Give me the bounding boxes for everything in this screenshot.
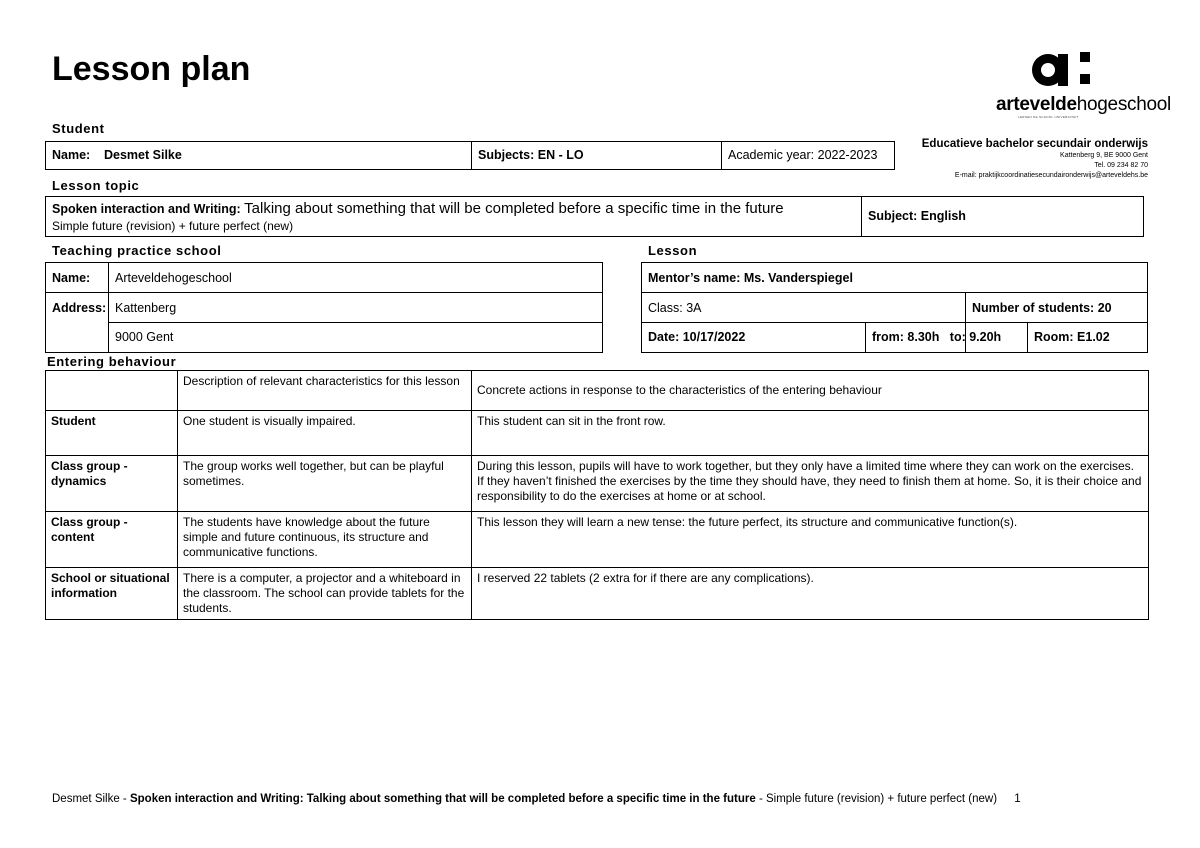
table-row (46, 456, 1149, 512)
row-label: Class group - dynamics (46, 456, 178, 512)
lesson-time: from: 8.30h to: 9.20h (872, 330, 1002, 344)
institution-address: Kattenberg 9, BE 9000 Gent (1060, 152, 1148, 159)
section-entering-behaviour: Entering behaviour (47, 354, 177, 369)
section-teaching-school: Teaching practice school (52, 243, 222, 258)
row-action: This lesson they will learn a new tense: the future perfect, its structure and communicative function(s). (472, 512, 1149, 568)
row-description: One student is visually impaired. (178, 411, 472, 456)
page-footer (52, 793, 1021, 805)
row-label: Class group - content (46, 512, 178, 568)
row-label: School or situational information (46, 568, 178, 620)
table-header-cell: Description of relevant characteristics for this lesson (178, 371, 472, 411)
lesson-topic-grammar: Simple future (revision) + future perfect (new) (52, 219, 294, 233)
institution-email: E-mail: praktijkcoordinatiesecundaironderwijs@arteveldehs.be (954, 172, 1148, 179)
lesson-room: Room: E1.02 (1034, 330, 1110, 344)
mentor-name: Mentor’s name: Ms. Vanderspiegel (648, 270, 853, 285)
lesson-topic-type: Spoken interaction and Writing: (52, 202, 241, 216)
page-title: Lesson plan (52, 50, 251, 88)
table-header-cell (46, 371, 178, 411)
school-name-label: Name: (52, 270, 91, 285)
institution-name: Educatieve bachelor secundair onderwijs (921, 138, 1148, 150)
student-box (45, 141, 895, 170)
number-of-students: Number of students: 20 (972, 300, 1112, 315)
section-lesson-topic: Lesson topic (52, 178, 140, 193)
row-action: I reserved 22 tablets (2 extra for if there are any complications). (472, 568, 1149, 620)
logo-mark-icon (996, 46, 1146, 92)
table-row (46, 411, 1149, 456)
lesson-subject: Subject: English (868, 209, 966, 223)
footer-author: Desmet Silke - (52, 793, 127, 805)
lesson-topic-box (45, 196, 1144, 237)
school-address-line2: 9000 Gent (115, 330, 174, 344)
school-address-label: Address: (52, 300, 107, 315)
table-header-row (46, 371, 1149, 411)
row-description: The students have knowledge about the future simple and future continuous, its structure and communicative functions. (178, 512, 472, 568)
school-name-value: Arteveldehogeschool (115, 270, 232, 285)
lesson-class: Class: 3A (648, 300, 702, 315)
lesson-box (641, 262, 1148, 353)
section-lesson: Lesson (648, 243, 698, 258)
page-number: 1 (1014, 793, 1021, 805)
academic-year: Academic year: 2022-2023 (728, 148, 878, 162)
logo-tagline: LERNEN DE SCHOOL UNIVERSITEIT (1018, 115, 1079, 119)
logo-wordmark: arteveldehogeschool (996, 94, 1171, 115)
section-student: Student (52, 121, 105, 136)
table-row (46, 512, 1149, 568)
lesson-date: Date: 10/17/2022 (648, 330, 746, 344)
student-name-value: Desmet Silke (104, 148, 182, 162)
school-box (45, 262, 603, 353)
table-row (46, 568, 1149, 620)
row-label: Student (46, 411, 178, 456)
row-description: There is a computer, a projector and a whiteboard in the classroom. The school can provide tablets for the students. (178, 568, 472, 620)
artevelde-logo (996, 46, 1171, 121)
footer-grammar: - Simple future (revision) + future perfect (new) (758, 793, 998, 805)
table-header-cell: Concrete actions in response to the characteristics of the entering behaviour (472, 371, 1149, 411)
school-address-line1: Kattenberg (115, 300, 177, 315)
lesson-topic-line (52, 200, 784, 217)
row-description: The group works well together, but can be playful sometimes. (178, 456, 472, 512)
lesson-topic-text: Talking about something that will be completed before a specific time in the future (244, 200, 784, 217)
row-action: During this lesson, pupils will have to work together, but they only have a limited time where they can work on the exercises. If they haven’t finished the exercises by the time they should have, they need to finish them at home. So, it is their choice and responsibility to do the exercises at home or at school. (472, 456, 1149, 512)
footer-topic: Spoken interaction and Writing: Talking about something that will be completed before a specific time in the future (129, 793, 756, 805)
student-subjects: Subjects: EN - LO (478, 148, 584, 162)
row-action: This student can sit in the front row. (472, 411, 1149, 456)
entering-behaviour-table (45, 370, 1149, 620)
institution-phone: Tel. 09 234 82 70 (1094, 162, 1148, 169)
student-name-label: Name: (52, 148, 91, 162)
